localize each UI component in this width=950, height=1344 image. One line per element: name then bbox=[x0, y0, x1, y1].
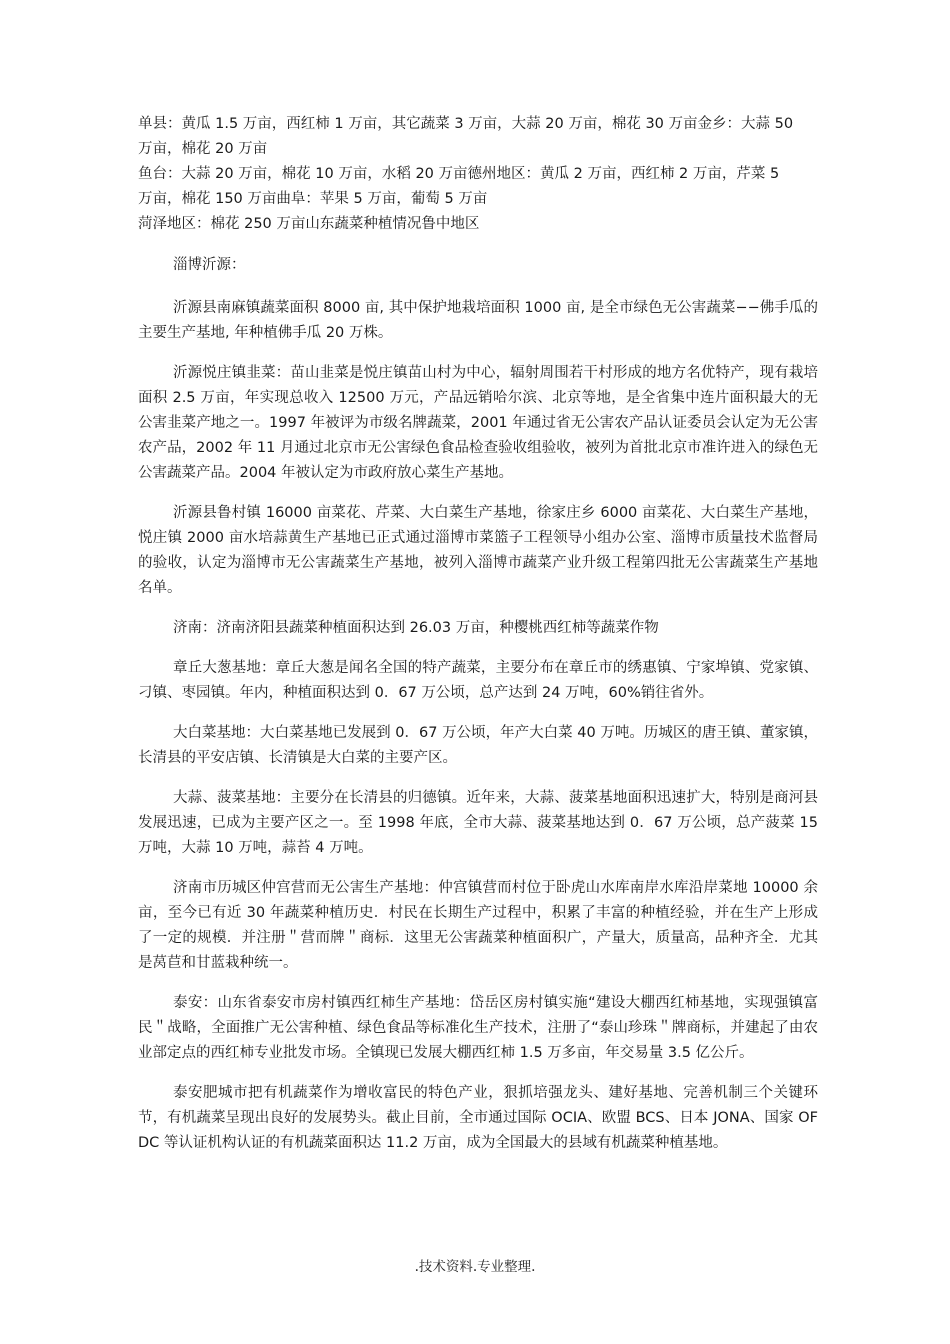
intro-line: 单县：黄瓜 1.5 万亩，西红柿 1 万亩，其它蔬菜 3 万亩，大蒜 20 万亩，棉花 30 万亩金乡：大蒜 50 bbox=[138, 116, 794, 132]
intro-line: 鱼台：大蒜 20 万亩，棉花 10 万亩，水稻 20 万亩德州地区：黄瓜 2 万亩，西红柿 2 万亩，芹菜 5 bbox=[138, 166, 780, 182]
paragraph-zhonggong: 济南市历城区仲宫营而无公害生产基地：仲宫镇营而村位于卧虎山水库南岸水库沿岸菜地 10000 余亩，至今已有近 30 年蔬菜种植历史．村民在长期生产过程中，积累了丰富的种植经验，并在生产上形成了一定的规模．并注册＂营而牌＂商标．这里无公害蔬菜种植面积广，产量大，质量高，品种齐全．尤其是莴苣和甘蓝栽种统一。 bbox=[138, 880, 818, 971]
intro-line: 万亩，棉花 150 万亩曲阜：苹果 5 万亩，葡萄 5 万亩 bbox=[138, 191, 488, 207]
paragraph-yuezhuang-leek: 沂源悦庄镇韭菜：苗山韭菜是悦庄镇苗山村为中心，辐射周围若干村形成的地方名优特产，现有栽培面积 2.5 万亩，年实现总收入 12500 万元，产品远销哈尔滨、北京等地，是全省集中连片面积最大的无公害韭菜产地之一。1997 年被评为市级名牌蔬菜，2001 年通过省无公害农产品认证委员会认定为无公害农产品，2002 年 11 月通过北京市无公害绿色食品检查验收组验收，被列为首批北京市准许进入的绿色无公害蔬菜产品。2004 年被认定为市政府放心菜生产基地。 bbox=[138, 365, 818, 481]
paragraph-cabbage: 大白菜基地：大白菜基地已发展到 0．67 万公顷，年产大白菜 40 万吨。历城区的唐王镇、董家镇，长清县的平安店镇、长清镇是大白菜的主要产区。 bbox=[138, 725, 818, 766]
paragraph-taian-tomato: 泰安：山东省泰安市房村镇西红柿生产基地：岱岳区房村镇实施“建设大棚西红柿基地，实现强镇富民＂战略，全面推广无公害种植、绿色食品等标准化生产技术，注册了“泰山珍珠＂牌商标，并建起了由农业部定点的西红柿专业批发市场。全镇现已发展大棚西红柿 1.5 万多亩，年交易量 3.5 亿公斤。 bbox=[138, 995, 818, 1061]
section-heading-zibo: 淄博沂源： bbox=[173, 257, 246, 273]
paragraph-garlic-spinach: 大蒜、菠菜基地：主要分在长清县的归德镇。近年来，大蒜、菠菜基地面积迅速扩大，特别是商河县发展迅速，已成为主要产区之一。至 1998 年底，全市大蒜、菠菜基地达到 0．67 万公顷，总产菠菜 15 万吨，大蒜 10 万吨，蒜苔 4 万吨。 bbox=[138, 790, 818, 856]
intro-block bbox=[138, 112, 818, 237]
paragraph-lucun: 沂源县鲁村镇 16000 亩菜花、芹菜、大白菜生产基地，徐家庄乡 6000 亩菜花、大白菜生产基地，悦庄镇 2000 亩水培蒜黄生产基地已正式通过淄博市菜篮子工程领导小组办公室、淄博市质量技术监督局的验收，认定为淄博市无公害蔬菜生产基地，被列入淄博市蔬菜产业升级工程第四批无公害蔬菜生产基地名单。 bbox=[138, 505, 818, 596]
paragraph-zhangqiu-scallion: 章丘大葱基地：章丘大葱是闻名全国的特产蔬菜，主要分布在章丘市的绣惠镇、宁家埠镇、党家镇、刁镇、枣园镇。年内，种植面积达到 0．67 万公顷，总产达到 24 万吨，60%销往省外。 bbox=[138, 660, 818, 701]
intro-line: 万亩，棉花 20 万亩 bbox=[138, 141, 268, 157]
paragraph-feicheng-organic: 泰安肥城市把有机蔬菜作为增收富民的特色产业，狠抓培强龙头、建好基地、完善机制三个关键环节，有机蔬菜呈现出良好的发展势头。截止目前，全市通过国际 OCIA、欧盟 BCS、日本 JONA、国家 OFDC 等认证机构认证的有机蔬菜面积达 11.2 万亩，成为全国最大的县域有机蔬菜种植基地。 bbox=[138, 1085, 818, 1151]
intro-line: 菏泽地区：棉花 250 万亩山东蔬菜种植情况鲁中地区 bbox=[138, 216, 480, 232]
paragraph-jinan: 济南：济南济阳县蔬菜种植面积达到 26.03 万亩，种樱桃西红柿等蔬菜作物 bbox=[173, 620, 659, 636]
document-body bbox=[138, 112, 818, 1171]
page-footer: .技术资料.专业整理. bbox=[414, 1259, 536, 1275]
paragraph-nanma: 沂源县南麻镇蔬菜面积 8000 亩, 其中保护地栽培面积 1000 亩, 是全市绿色无公害蔬菜−−佛手瓜的主要生产基地, 年种植佛手瓜 20 万株。 bbox=[138, 300, 818, 341]
